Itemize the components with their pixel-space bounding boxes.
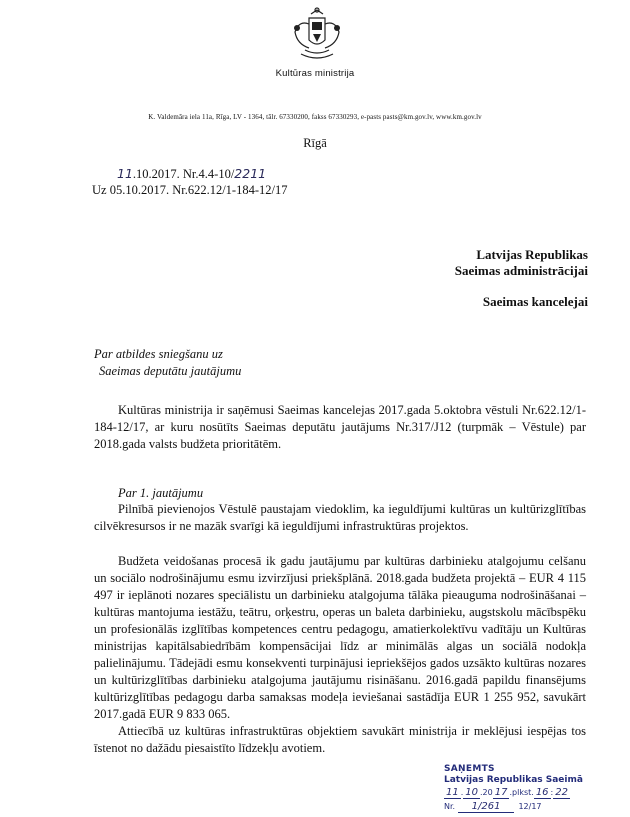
stamp-day: 11: [446, 787, 459, 798]
subject-line-2: Saeimas deputātu jautājumu: [99, 364, 242, 378]
stamp-time-label: plkst.: [512, 788, 534, 797]
recipient-line-1: Latvijas Republikas: [476, 247, 588, 262]
question-heading: Par 1. jautājumu: [118, 486, 204, 500]
reference-line: Uz 05.10.2017. Nr.622.12/1-184-12/17: [92, 183, 288, 197]
handwritten-day: 11: [117, 166, 133, 181]
stamp-date-line: 11 . 10 .20 17 .plkst. 16 : 22: [446, 787, 568, 798]
stamp-hour: 16: [535, 787, 549, 798]
stamp-number-label: Nr.: [444, 802, 456, 811]
ministry-name: Kultūras ministrija: [275, 68, 355, 79]
stamp-month: 10: [465, 787, 479, 798]
handwritten-number: 2211: [234, 166, 267, 181]
stamp-number-suffix: 12/17: [518, 802, 542, 811]
stamp-year-prefix: .20: [480, 788, 493, 797]
date-printed: .10.2017. Nr.4.4-10/: [132, 167, 235, 181]
paragraph-2: Budžeta veidošanas procesā ik gadu jautājumu par kultūras darbinieku atalgojumu celšanu un sociālo nodrošinājumu esmu izvirzījusi priekšplānā. 2018.gada budžeta projektā – EUR 4 115 497 ir ieplānoti nozares speciālistu un darbinieku atalgojuma tālāka pieauguma nodrošināšanai – kultūras mantojuma iestāžu, teātru, orķestru, operas un baleta darbinieku, augstskolu mācībspēku un profesionālās izglītības kompetences centru pedagogu, amatierkolektīvu vadītāju un Kultūras ministrijas kapitālsabiedrībām kompensācijai līdz ar minimālās algas un sociālā nodokļa palielinājumu. Tādejādi esmu konsekventi turpinājusi iepriekšējos gados uzsākto kultūras nozares un kultūrizglītības darbinieku atalgojuma jautājumu risināšanu. 2016.gadā papildu finansējums kultūrizglītības pedagogu darba samaksas modeļa ieviešanai sastādīja EUR 1 255 952, savukārt 2017.gadā EUR 9 833 065.: [94, 554, 586, 721]
paragraph-1: Pilnībā pievienojos Vēstulē paustajam viedoklim, ka ieguldījumi kultūras un kultūrizglītības cilvēkresursos ir ne mazāk svarīgi kā ieguldījumi infrastruktūras projektos.: [94, 502, 586, 533]
stamp-minute: 22: [555, 787, 568, 798]
stamp-number-line: [444, 800, 620, 814]
date-number-line: [117, 166, 266, 182]
stamp-number-value: 1/261: [458, 801, 515, 813]
received-stamp: [444, 764, 620, 816]
paragraph-3: Attiecībā uz kultūras infrastruktūras objektiem savukārt ministrija ir meklējusi iespējas tos īstenot no dažādu piesaistīto līdzekļu avotiem.: [94, 724, 586, 755]
address-line: K. Valdemāra iela 11a, Rīga, LV - 1364, tālr. 67330200, fakss 67330293, e-pasts pasts@km.gov.lv, www.km.gov.lv: [148, 113, 482, 121]
subject-line-1: Par atbildes sniegšanu uz: [94, 347, 223, 361]
document-place: Rīgā: [303, 136, 327, 150]
paragraph-intro: Kultūras ministrija ir saņēmusi Saeimas kancelejas 2017.gada 5.oktobra vēstuli Nr.622.12/1-184-12/17, ar kuru nosūtīts Saeimas deputātu jautājums Nr.317/J12 (turpmāk – Vēstule) par 2018.gada valsts budžeta prioritātēm.: [94, 403, 586, 451]
coat-of-arms-emblem: [287, 4, 347, 64]
stamp-org: Latvijas Republikas Saeimā: [444, 775, 583, 785]
recipient-line-2: Saeimas administrācijai: [454, 263, 588, 278]
stamp-year-suffix: 17: [494, 787, 508, 798]
subject: [94, 346, 241, 380]
stamp-title: SAŅEMTS: [444, 764, 495, 774]
recipient-line-3: Saeimas kancelejai: [482, 294, 588, 309]
